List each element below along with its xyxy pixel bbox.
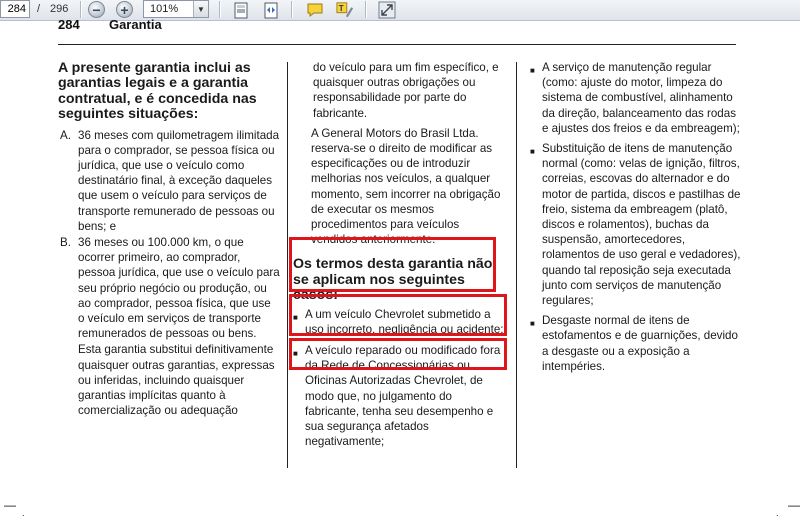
- item-label: B.: [60, 236, 71, 250]
- item-text: 36 meses ou 100.000 km, o que ocorrer primeiro, ao comprador, pessoa jurídica, que use o veículo para seu próprio negócio ou produção, ou ao comprador, pessoa física, que use o veículo em serviços de transporte remunerados de pessoas ou bens.: [78, 236, 280, 341]
- highlight-box-heading: [289, 237, 496, 292]
- paragraph: A General Motors do Brasil Ltda. reserva-se o direito de modificar as especificações ou de introduzir melhorias nos veículos, a qualquer momento, sem incorrer na obrigação de executar os mesmos procedimentos para veículos vendidos anteriormente.: [311, 126, 501, 247]
- header-section-title: Garantia: [108, 17, 162, 32]
- page-number-input[interactable]: [0, 0, 30, 18]
- column-1: [58, 61, 280, 418]
- comment-icon[interactable]: [306, 1, 324, 19]
- item-text: A serviço de manutenção regular (como: ajuste do motor, limpeza do sistema de combustível, alinhamento da direção, balanceamento das rodas e ajustes dos freios e da embreagem);: [542, 61, 740, 135]
- highlight-icon[interactable]: [336, 1, 354, 19]
- list-item: [530, 141, 742, 308]
- bullet-icon: ■: [293, 349, 298, 359]
- page-total: 296: [50, 3, 69, 15]
- dropdown-arrow-icon[interactable]: ▼: [193, 1, 208, 17]
- crop-mark: —: [4, 498, 16, 512]
- list-item: [58, 235, 280, 341]
- zoom-out-icon[interactable]: −: [88, 1, 105, 18]
- exclusions-heading: Os termos desta garantia não se aplicam nos seguintes casos:: [293, 256, 493, 304]
- closing-paragraph: Esta garantia substitui definitivamente quaisquer outras garantias, expressas ou inferidas, incluindo quaisquer garantias implícitas quanto à comercialização ou adequação: [78, 343, 275, 418]
- bullet-icon: ■: [530, 66, 535, 75]
- bullet-icon: ■: [293, 312, 298, 322]
- column-divider: [287, 62, 288, 468]
- item-text: Substituição de itens de manutenção normal (como: velas de ignição, filtros, correias, escovas do alternador e do motor de partida, discos e pastilhas de freio, sistema da embreagem (platô, discos e rolamentos), buchas da suspensão, amortecedores, rolamentos de uso geral e vedadores), quando tal reposição seja executada junto com serviços de manutenção regulares;: [542, 142, 741, 308]
- page-separator: /: [37, 3, 41, 15]
- toolbar-divider: [80, 1, 81, 18]
- item-text: A veículo reparado ou modificado fora da Rede de Concessionárias ou Oficinas Autorizadas Chevrolet, de modo que, no julgamento do fabricante, tenha seu desempenho e sua segurança afetados negativamente;: [305, 344, 501, 449]
- toolbar-divider: [365, 1, 366, 18]
- bullet-icon: ■: [530, 319, 535, 329]
- paragraph: do veículo para um fim específico, e quaisquer outras obrigações ou responsabilidade por parte do fabricante.: [313, 61, 499, 120]
- highlight-box-bullet-2: [289, 338, 507, 370]
- item-text: A um veículo Chevrolet submetido a uso incorreto, negligência ou acidente;: [305, 307, 504, 336]
- bullet-icon: ■: [530, 147, 535, 157]
- item-label: A.: [60, 128, 71, 142]
- column-3: [530, 60, 742, 379]
- fit-page-icon[interactable]: [232, 1, 250, 19]
- zoom-in-icon[interactable]: +: [116, 1, 133, 18]
- svg-text:T: T: [338, 3, 344, 13]
- item-text: 36 meses com quilometragem ilimitada para o comprador, se pessoa física ou jurídica, que use o veículo como destinatário final, à exceção daqueles que usem o veículo para serviços de transporte remunerado de pessoas ou bens; e: [78, 128, 280, 233]
- list-item: [530, 60, 742, 136]
- crop-mark: .: [776, 508, 779, 518]
- list-item: [58, 128, 280, 234]
- zoom-value: 101%: [150, 3, 179, 15]
- header-rule: [58, 44, 736, 45]
- zoom-select[interactable]: [143, 0, 209, 18]
- coverage-heading: A presente garantia inclui as garantias legais e a garantia contratual, e é concedida nas seguintes situações:: [58, 60, 257, 123]
- list-item: [530, 313, 742, 374]
- crop-mark: .: [22, 508, 25, 518]
- toolbar-divider: [219, 1, 220, 18]
- item-text: Desgaste normal de itens de estofamentos e de guarnições, devido a desgaste ou a exposição a intempéries.: [542, 314, 738, 373]
- fullscreen-icon[interactable]: [378, 1, 396, 19]
- column-divider: [516, 62, 517, 468]
- toolbar-divider: [291, 1, 292, 18]
- header-page-number: 284: [58, 17, 80, 32]
- highlight-box-bullet-1: [289, 294, 507, 336]
- crop-mark: —: [788, 498, 800, 512]
- fit-width-icon[interactable]: [262, 1, 280, 19]
- running-header: [58, 17, 162, 32]
